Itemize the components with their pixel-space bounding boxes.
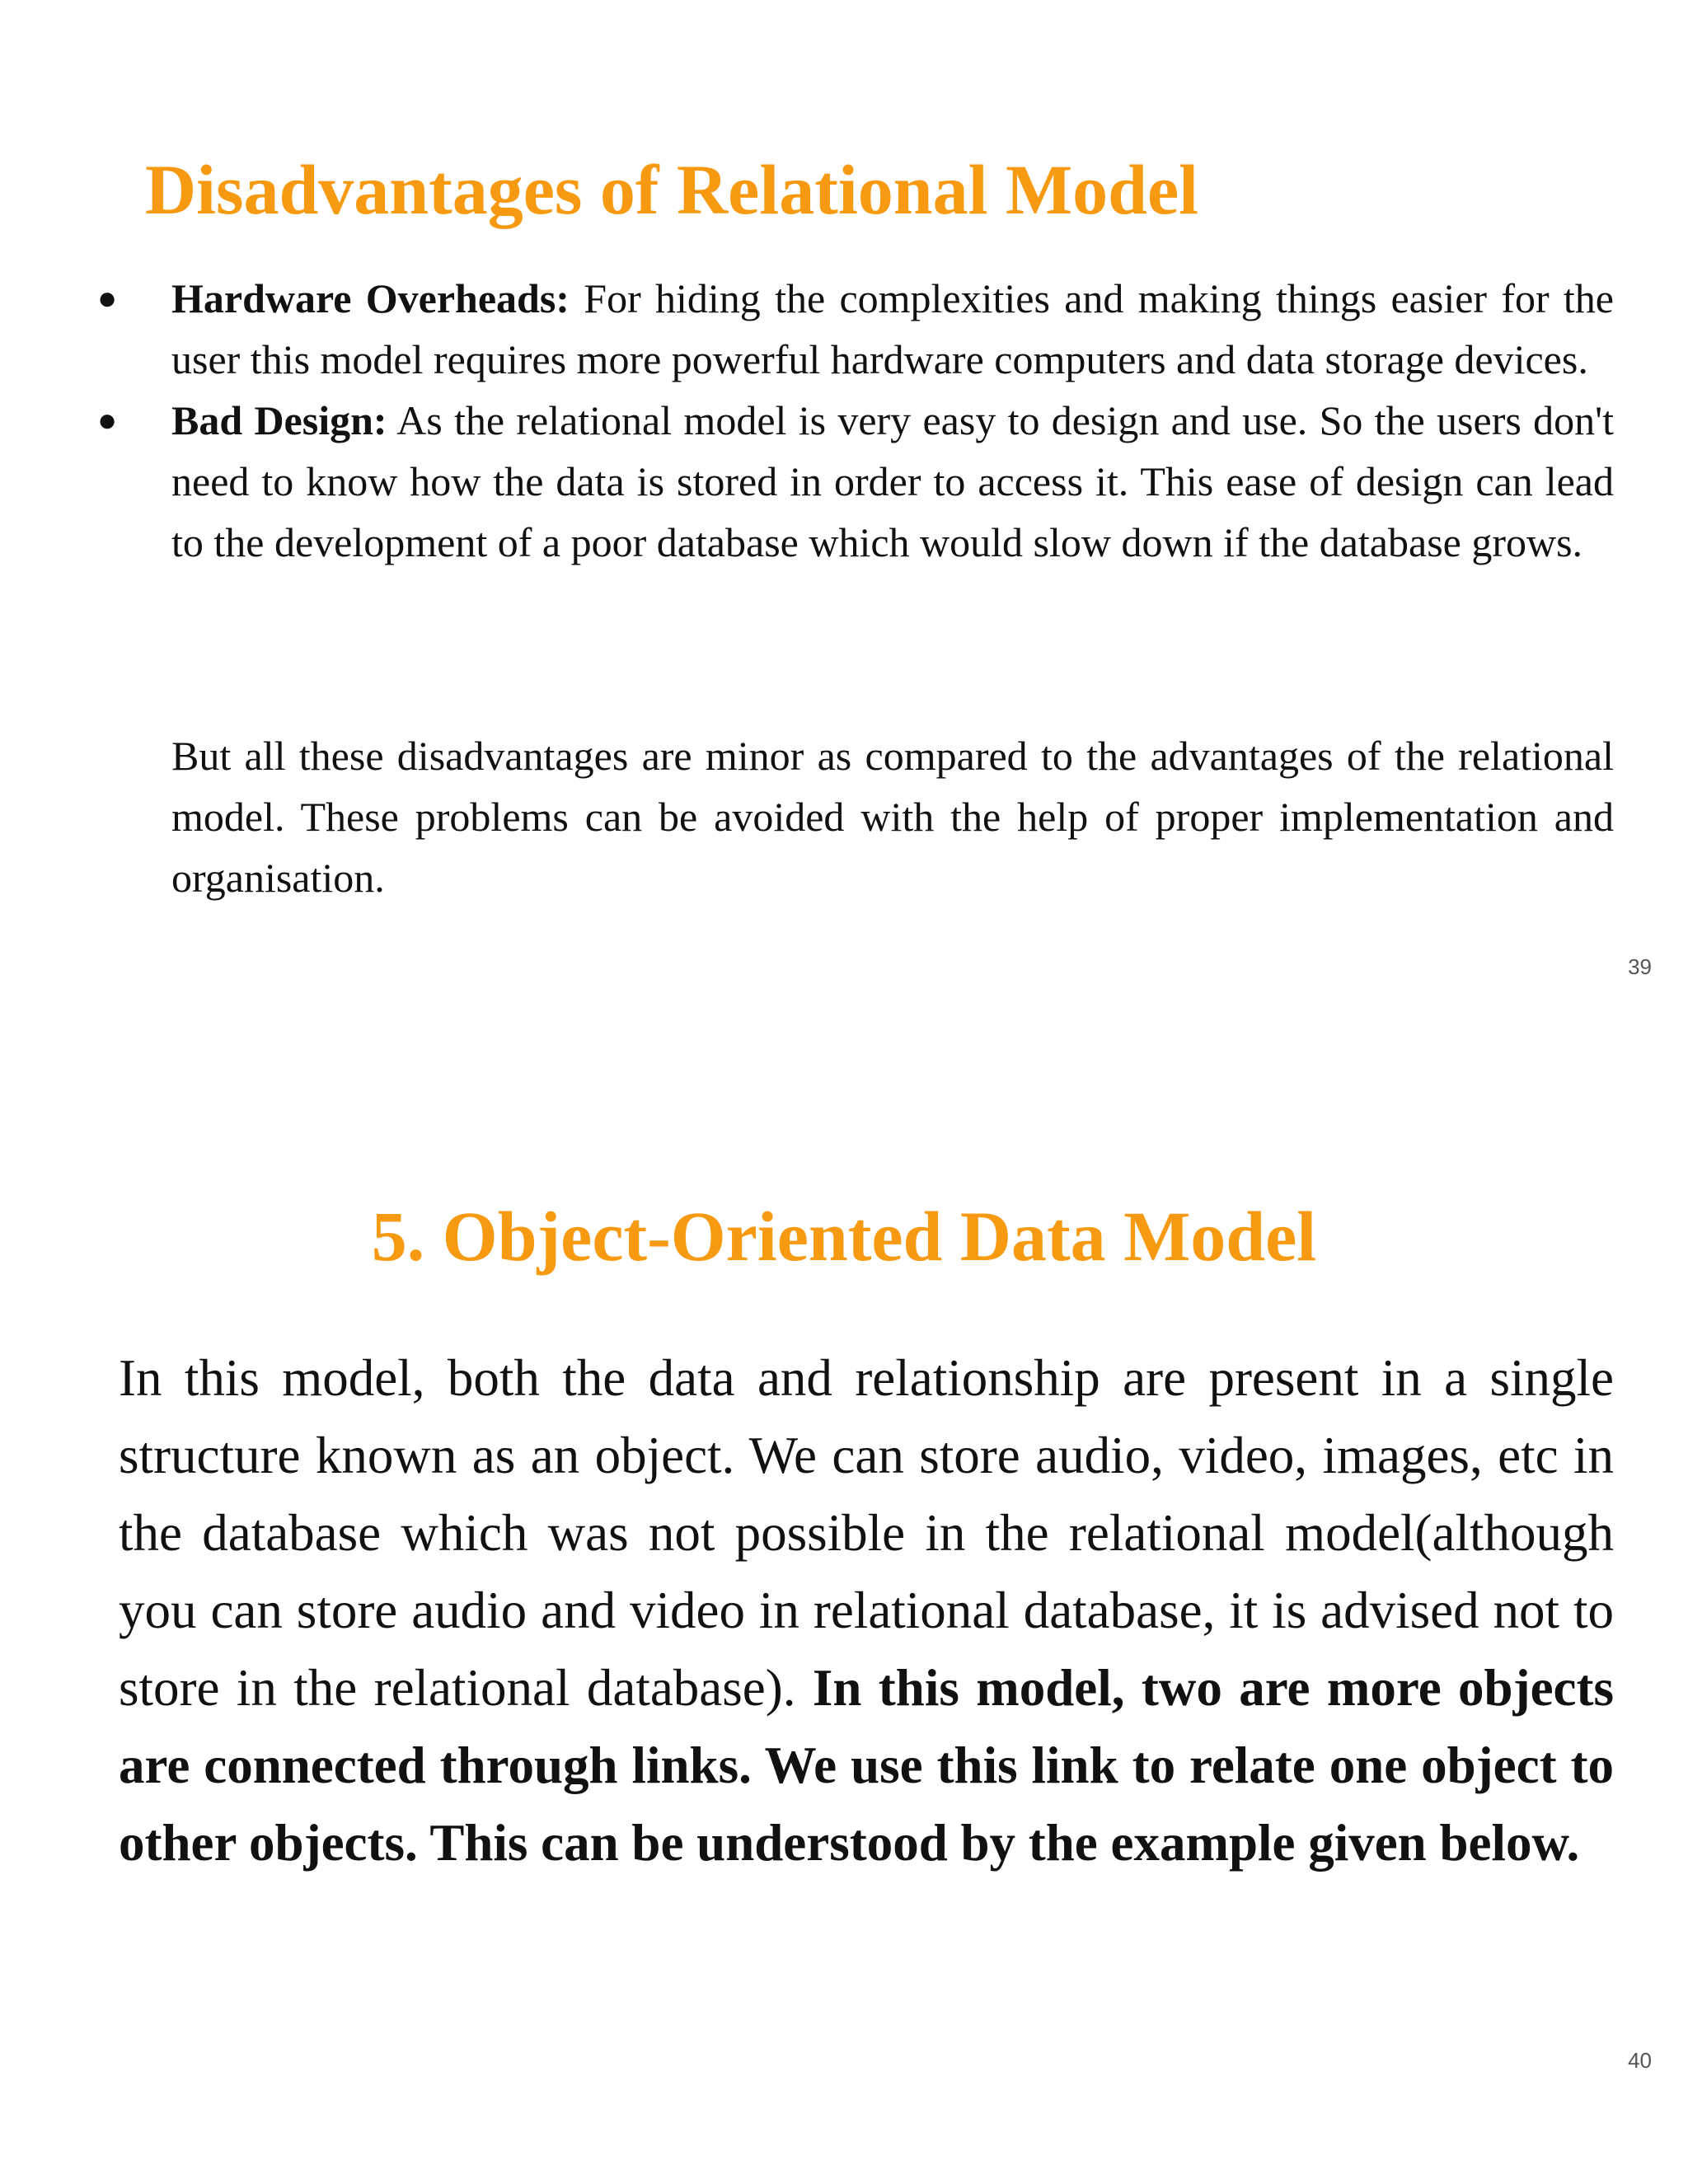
section-heading-disadvantages: Disadvantages of Relational Model bbox=[145, 150, 1199, 229]
disadvantages-list bbox=[0, 268, 1688, 573]
object-model-paragraph bbox=[119, 1339, 1614, 1882]
bullet-title: Hardware Overheads: bbox=[171, 275, 570, 321]
list-item-hardware-overheads bbox=[0, 268, 1614, 390]
page-39 bbox=[0, 0, 1688, 1022]
bullet-title: Bad Design: bbox=[171, 397, 387, 443]
bullet-text: For hiding the complexities and making things easier for the user this model requires more powerful hardware computers and data storage devices. bbox=[171, 275, 1614, 382]
paragraph-regular-text: In this model, both the data and relationship are present in a single structure known as an object. We can store audio, video, images, etc in the database which was not possible in the relational model(although you can store audio and video in relational database, it is advised not to store in the relational database). bbox=[119, 1349, 1614, 1717]
page-number: 39 bbox=[1628, 954, 1652, 979]
bullet-dot-icon: ● bbox=[97, 401, 118, 438]
bullet-dot-icon: ● bbox=[97, 279, 118, 316]
bullet-text: As the relational model is very easy to design and use. So the users don't need to know how the data is stored in order to access it. This ease of design can lead to the development of a poor database which would slow down if the database grows. bbox=[171, 397, 1614, 565]
paragraph-bold-text: In this model, two are more objects are connected through links. We use this link to relate one object to other objects. This can be understood by the example given below. bbox=[119, 1659, 1614, 1872]
section-heading-object-oriented: 5. Object-Oriented Data Model bbox=[371, 1197, 1317, 1276]
summary-paragraph: But all these disadvantages are minor as compared to the advantages of the relational model. These problems can be avoided with the help of proper implementation and organisation. bbox=[171, 733, 1614, 901]
page-number: 40 bbox=[1628, 2048, 1652, 2073]
page-40 bbox=[0, 1022, 1688, 2184]
list-item-bad-design bbox=[0, 390, 1614, 573]
